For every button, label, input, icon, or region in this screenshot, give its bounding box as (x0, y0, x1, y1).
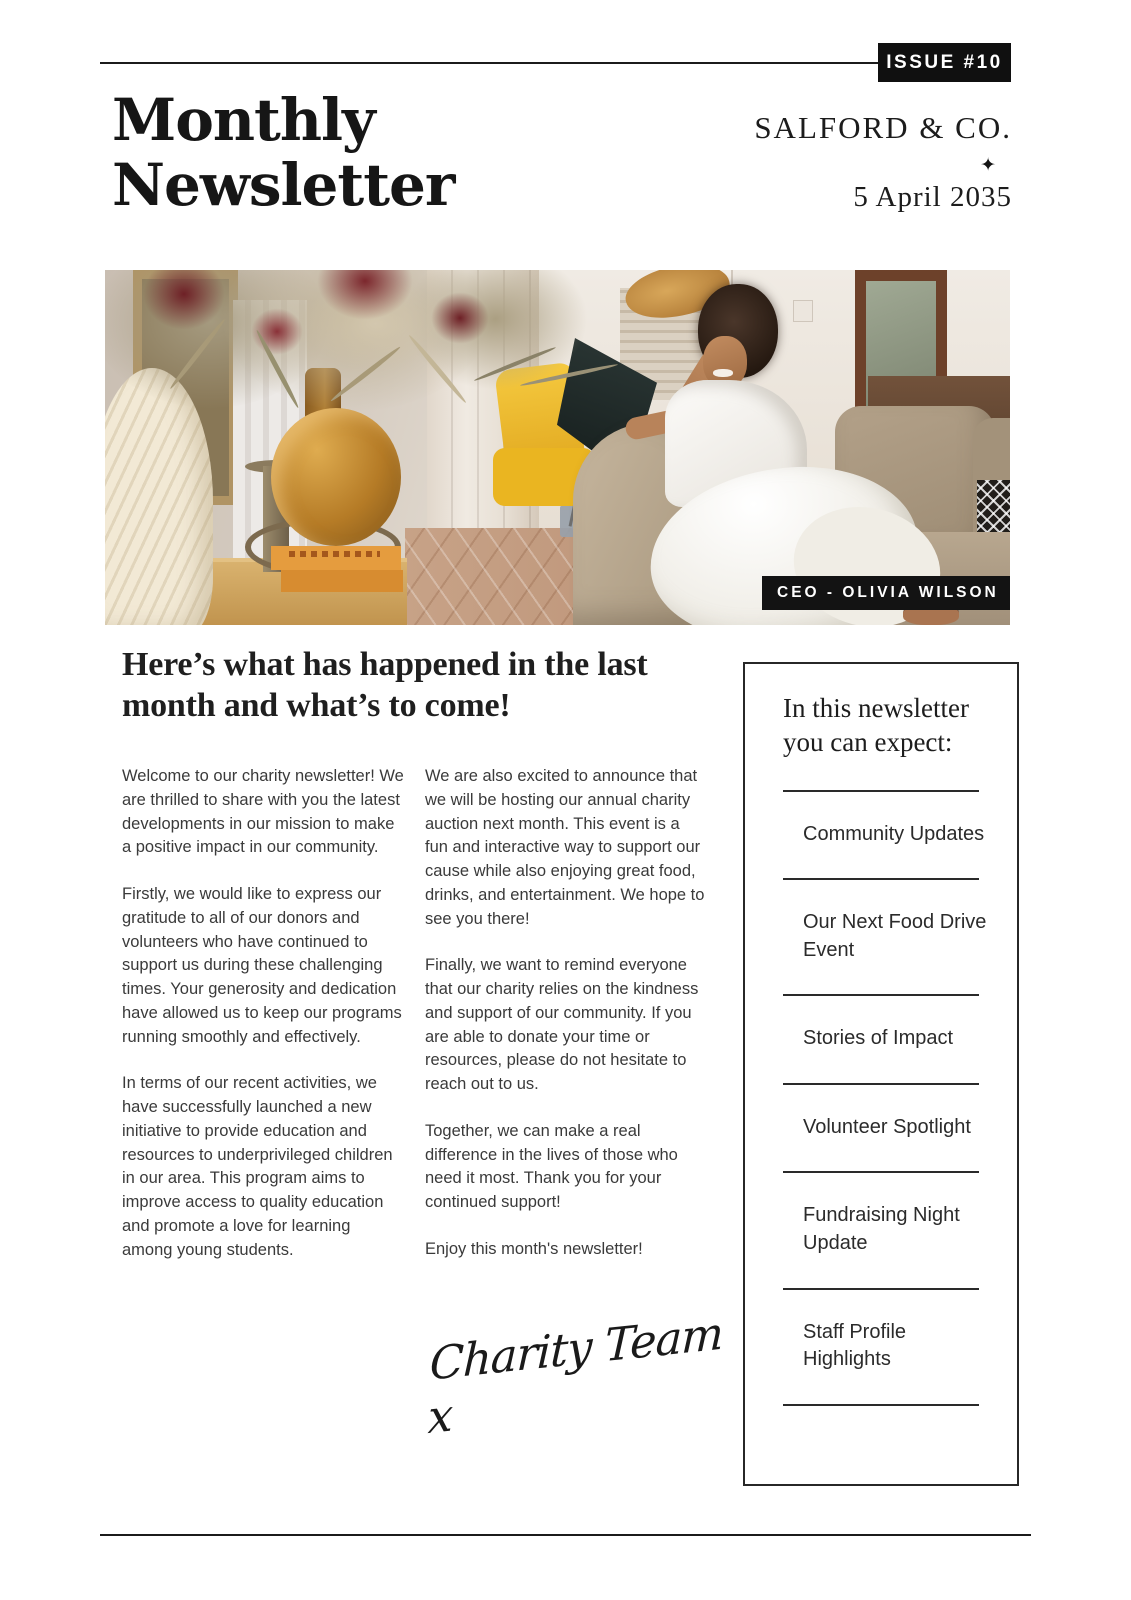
article-column-1 (122, 765, 404, 1285)
newsletter-title-line1: Monthly (112, 86, 375, 154)
sidebar-divider (783, 1171, 979, 1173)
paragraph: Firstly, we would like to express our gratitude to all of our donors and volunteers who have continued to support us during these challenging times. Your generosity and dedication have allowed us to keep our programs running smoothly and effectively. (122, 885, 402, 1046)
sidebar-item: Community Updates (803, 822, 985, 845)
photo-caption-badge (762, 576, 1010, 610)
company-name: SALFORD & CO. (754, 110, 1012, 145)
photo-books (271, 546, 401, 570)
paragraph: Enjoy this month's newsletter! (425, 1239, 643, 1258)
sidebar-item: Our Next Food Drive Event (803, 911, 987, 961)
paragraph: Together, we can make a real difference in the lives of those who need it most. Thank you for your continued support! (425, 1121, 678, 1211)
sidebar-divider (783, 994, 979, 996)
sidebar-divider (783, 878, 979, 880)
article-heading: Here’s what has happened in the last month and what’s to come! (122, 646, 648, 725)
photo-books (281, 570, 403, 592)
photo-red-flowers (431, 292, 489, 344)
issue-label: ISSUE #10 (886, 51, 1003, 73)
paragraph: In terms of our recent activities, we have successfully launched a new initiative to provide education and resources to underprivileged children in our area. This program aims to improve access to quality education and promote a love for learning among young students. (122, 1074, 393, 1259)
sidebar-divider (783, 1083, 979, 1085)
signature: Charity Team x (426, 1306, 724, 1445)
paragraph: Welcome to our charity newsletter! We are thrilled to share with you the latest developments in our mission to make a positive impact in our community. (122, 767, 404, 857)
newsletter-title-line2: Newsletter (112, 150, 455, 219)
sidebar-item: Volunteer Spotlight (803, 1115, 971, 1138)
paragraph: Finally, we want to remind everyone that our charity relies on the kindness and support of our community. If you are able to donate your time or resources, please do not hesitate to reach out to us. (425, 956, 699, 1093)
sidebar-divider (783, 790, 979, 792)
sparkle-icon: ✦ (980, 155, 996, 176)
sidebar-item: Fundraising Night Update (803, 1204, 960, 1255)
issue-date: 5 April 2035 (853, 181, 1012, 213)
hero-photo (105, 270, 1010, 625)
article-column-2 (425, 765, 707, 1285)
sidebar-divider (783, 1404, 979, 1406)
photo-woman-smile (713, 369, 733, 377)
sidebar-item: Staff Profile Highlights (803, 1320, 907, 1371)
issue-badge (878, 43, 1011, 82)
footer-divider (100, 1534, 1031, 1536)
paragraph: We are also excited to announce that we will be hosting our annual charity auction next month. This event is a fun and interactive way to support our cause while also enjoying great food, drinks, and entertainment. We hope to see you there! (425, 767, 705, 928)
photo-light-switch (793, 300, 813, 322)
sidebar-item: Stories of Impact (803, 1027, 954, 1050)
newsletter-title (112, 88, 454, 218)
header-divider (100, 62, 880, 64)
photo-caption-text: CEO - OLIVIA WILSON (777, 584, 999, 601)
sidebar-divider (783, 1288, 979, 1290)
photo-amber-vase (271, 408, 401, 546)
brand-block (560, 110, 1012, 214)
sidebar-box (743, 662, 1019, 1486)
sidebar-title: In this newsletter you can expect: (783, 693, 969, 757)
